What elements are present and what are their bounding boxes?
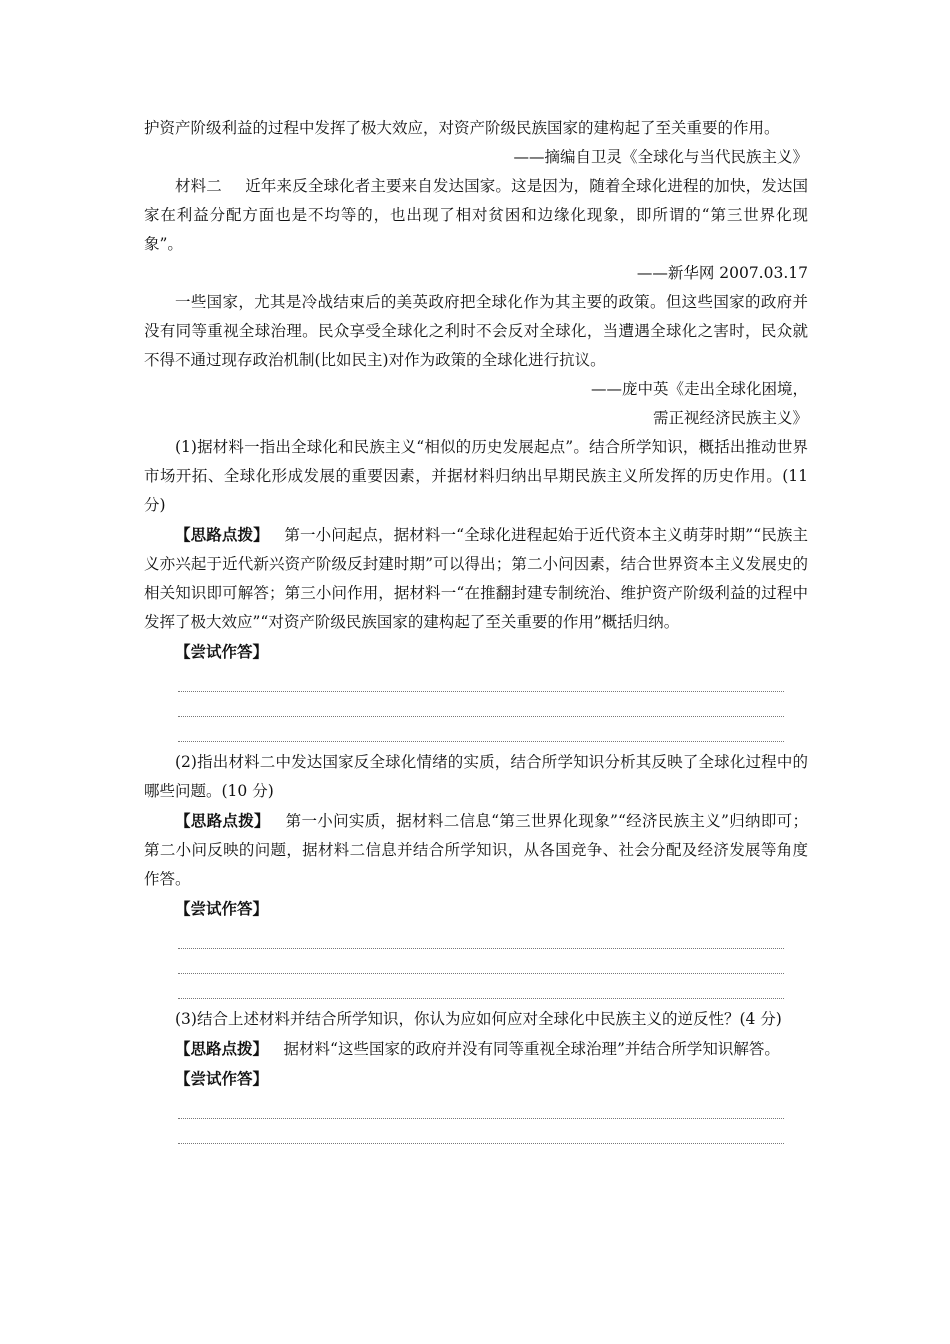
question-1-tip-text: 第一小问起点，据材料一“全球化进程起始于近代资本主义萌芽时期”“民族主义亦兴起于近代新兴资产阶级反封建时期”可以得出；第二小问因素，结合世界资本主义发展史的相关知识即可解答；第三小问作用，据材料一“在推翻封建专制统治、维护资产阶级利益的过程中发挥了极大效应”“对资产阶级民族国家的建构起了至关重要的作用”概括归纳。 [144, 526, 808, 631]
question-2-tip [144, 806, 808, 894]
question-1: (1)据材料一指出全球化和民族主义“相似的历史发展起点”。结合所学知识，概括出推动世界市场开拓、全球化形成发展的重要因素，并据材料归纳出早期民族主义所发挥的历史作用。(11 分) [144, 438, 808, 514]
material1-tail: 护资产阶级利益的过程中发挥了极大效应，对资产阶级民族国家的建构起了至关重要的作用。 [144, 119, 780, 137]
answer-label: 【尝试作答】 [175, 1069, 269, 1088]
material2-label: 材料二 [175, 177, 222, 195]
answer-line[interactable] [178, 673, 784, 692]
question-1-answer-label [144, 637, 808, 667]
question-1-tip [144, 520, 808, 637]
source-citation-2: ——新华网 2007.03.17 [636, 264, 808, 282]
tip-label: 【思路点拨】 [175, 525, 269, 544]
answer-line[interactable] [178, 974, 784, 999]
source-citation-3-line2: 需正视经济民族主义》 [652, 409, 808, 427]
answer-line[interactable] [178, 949, 784, 974]
answer-line[interactable] [178, 1100, 784, 1119]
answer-line[interactable] [178, 692, 784, 717]
material2-text: 近年来反全球化者主要来自发达国家。这是因为，随着全球化进程的加快，发达国家在利益分配方面也是不均等的，也出现了相对贫困和边缘化现象，即所谓的“第三世界化现象”。 [144, 177, 808, 253]
question-1-answer-area[interactable] [178, 673, 784, 742]
tip-label: 【思路点拨】 [175, 811, 270, 830]
question-3: (3)结合上述材料并结合所学知识，你认为应如何应对全球化中民族主义的逆反性？(4 分) [175, 1010, 782, 1028]
answer-line[interactable] [178, 1119, 784, 1144]
question-3-answer-label [144, 1064, 808, 1094]
source-citation-1: ——摘编自卫灵《全球化与当代民族主义》 [513, 148, 808, 166]
question-3-answer-area[interactable] [178, 1100, 784, 1144]
answer-line[interactable] [178, 930, 784, 949]
source-citation-3-line1: ——庞中英《走出全球化困境， [590, 380, 808, 398]
question-3-tip [144, 1034, 808, 1064]
question-2-answer-label [144, 894, 808, 924]
material2-paragraph [144, 172, 808, 259]
answer-line[interactable] [178, 717, 784, 742]
answer-label: 【尝试作答】 [175, 899, 269, 918]
question-2: (2)指出材料二中发达国家反全球化情绪的实质，结合所学知识分析其反映了全球化过程中的哪些问题。(10 分) [144, 753, 808, 800]
material2-paragraph-2: 一些国家，尤其是冷战结束后的美英政府把全球化作为其主要的政策。但这些国家的政府并没有同等重视全球治理。民众享受全球化之利时不会反对全球化，当遭遇全球化之害时，民众就不得不通过现存政治机制(比如民主)对作为政策的全球化进行抗议。 [144, 293, 808, 369]
answer-label: 【尝试作答】 [175, 642, 269, 661]
tip-label: 【思路点拨】 [175, 1039, 269, 1058]
question-2-tip-text: 第一小问实质，据材料二信息“第三世界化现象”“经济民族主义”归纳即可；第二小问反映的问题，据材料二信息并结合所学知识，从各国竞争、社会分配及经济发展等角度作答。 [144, 812, 808, 888]
question-2-answer-area[interactable] [178, 930, 784, 999]
document-page [144, 114, 808, 1144]
question-3-tip-text: 据材料“这些国家的政府并没有同等重视全球治理”并结合所学知识解答。 [283, 1040, 780, 1058]
